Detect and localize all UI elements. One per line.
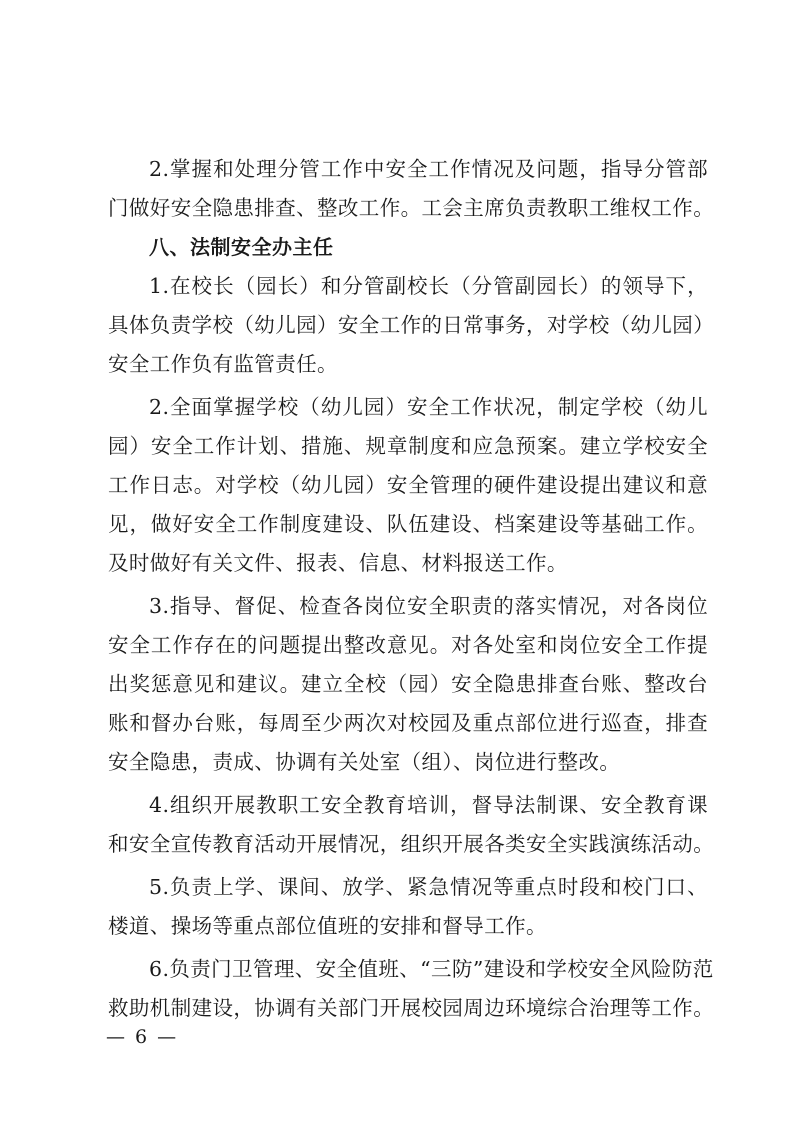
text-line: 和安全宣传教育活动开展情况，组织开展各类安全实践演练活动。	[108, 832, 715, 856]
text-line: 见，做好安全工作制度建设、队伍建设、档案建设等基础工作。	[108, 512, 708, 536]
text-line: 2.全面掌握学校（幼儿园）安全工作状况，制定学校（幼儿	[149, 395, 708, 419]
text-line: 工作日志。对学校（幼儿园）安全管理的硬件建设提出建议和意	[108, 473, 708, 497]
paragraph-2-management	[108, 150, 715, 228]
list-item-6	[108, 950, 715, 1028]
text-line: 园）安全工作计划、措施、规章制度和应急预案。建立学校安全	[108, 434, 708, 458]
document-body	[108, 150, 715, 1028]
text-line: 安全工作负有监管责任。	[108, 352, 338, 376]
list-item-5	[108, 868, 708, 946]
section-heading: 八、法制安全办主任	[149, 235, 334, 259]
text-line: 4.组织开展教职工安全教育培训，督导法制课、安全教育课	[149, 793, 708, 817]
list-item-1	[108, 267, 715, 384]
text-line: 具体负责学校（幼儿园）安全工作的日常事务，对学校（幼儿园）	[108, 313, 715, 337]
list-item-2	[108, 388, 708, 583]
page-number: — 6 —	[106, 1026, 179, 1048]
text-line: 3.指导、督促、检查各岗位安全职责的落实情况，对各岗位	[149, 594, 708, 618]
list-item-4	[108, 786, 715, 864]
text-line: 6.负责门卫管理、安全值班、“三防”建设和学校安全风险防范	[149, 957, 714, 981]
text-line: 及时做好有关文件、报表、信息、材料报送工作。	[108, 551, 568, 575]
text-line: 5.负责上学、课间、放学、紧急情况等重点时段和校门口、	[149, 875, 708, 899]
text-line: 救助机制建设，协调有关部门开展校园周边环境综合治理等工作。	[108, 996, 715, 1020]
text-line: 安全隐患，责成、协调有关处室（组）、岗位进行整改。	[108, 750, 621, 774]
text-line: 1.在校长（园长）和分管副校长（分管副园长）的领导下，	[149, 274, 708, 298]
text-line: 门做好安全隐患排查、整改工作。工会主席负责教职工维权工作。	[108, 196, 715, 220]
text-line: 安全工作存在的问题提出整改意见。对各处室和岗位安全工作提	[108, 633, 708, 657]
text-line: 2.掌握和处理分管工作中安全工作情况及问题，指导分管部	[149, 157, 708, 181]
text-line: 出奖惩意见和建议。建立全校（园）安全隐患排查台账、整改台	[108, 672, 708, 696]
list-item-3	[108, 587, 708, 782]
text-line: 账和督办台账，每周至少两次对校园及重点部位进行巡查，排查	[108, 711, 708, 735]
text-line: 楼道、操场等重点部位值班的安排和督导工作。	[108, 914, 547, 938]
